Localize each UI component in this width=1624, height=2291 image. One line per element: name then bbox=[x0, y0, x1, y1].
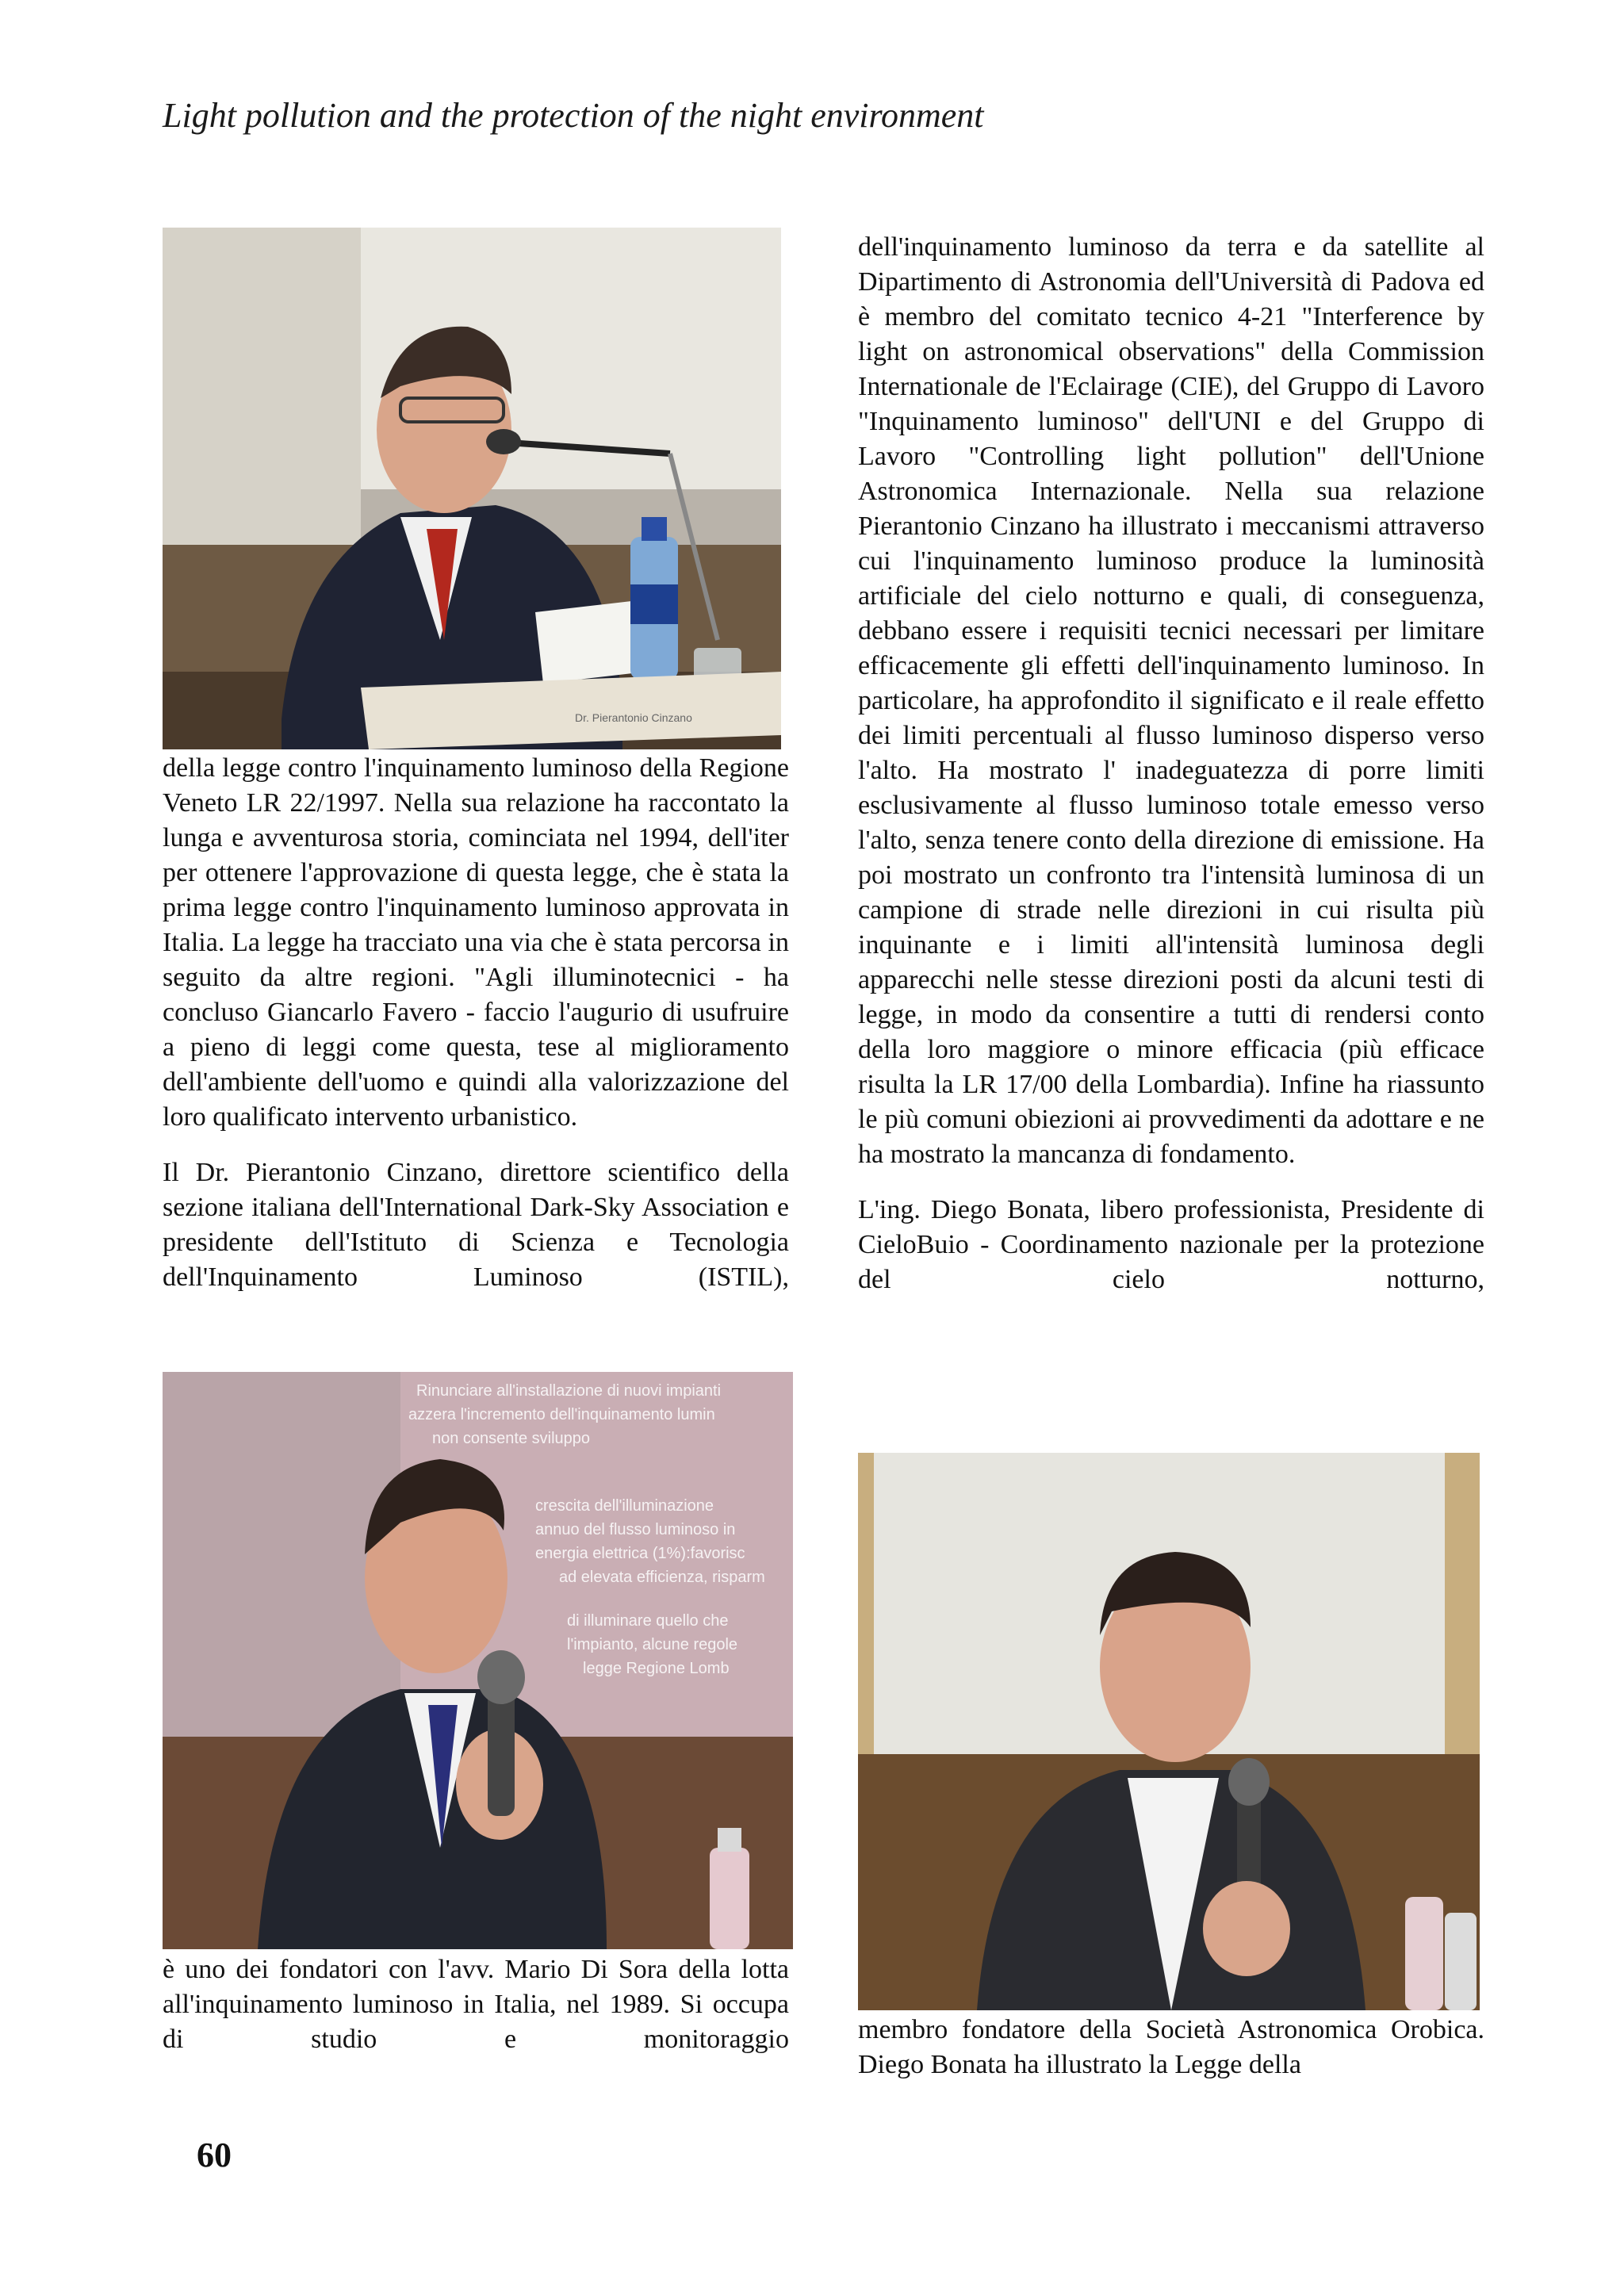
slide-line-6: energia elettrica (1%):favorisc bbox=[535, 1545, 745, 1562]
slide-line-7: ad elevata efficienza, risparm bbox=[559, 1569, 765, 1586]
left-column-bottom bbox=[163, 1952, 789, 2057]
left-paragraph-2: Il Dr. Pierantonio Cinzano, direttore scientifico della sezione italiana dell'International Dark-Sky Association e presidente dell'Istituto di Scienza e Tecnologia dell'Inquinamento Luminoso (ISTIL), bbox=[163, 1158, 789, 1292]
running-header: Light pollution and the protection of the night environment bbox=[163, 96, 984, 135]
right-paragraph-1: dell'inquinamento luminoso da terra e da satellite al Dipartimento di Astronomia dell'Università di Padova ed è membro del comitato tecnico 4-21 "Interference by light on astronomical observations" della Commission Internationale de l'Eclairage (CIE), del Gruppo di Lavoro "Inquinamento luminoso" dell'UNI e del Gruppo di Lavoro "Controlling light pollution" dell'Unione Astronomica Internazionale. Nella sua relazione Pierantonio Cinzano ha illustrato i meccanismi attraverso cui l'inquinamento luminoso produce la luminosità artificiale del cielo notturno e quali, di conseguenza, debbano essere i requisiti tecnici necessari per limitare efficacemente gli effetti dell'inquinamento luminoso. In particolare, ha approfondito il significato e il reale effetto dei limiti percentuali al flusso luminoso disperso verso l'alto. Ha mostrato l' inadeguatezza di porre limiti esclusivamente al flusso luminoso totale emesso verso l'alto, senza tenere conto della direzione di emissione. Ha poi mostrato un confronto tra l'intensità luminosa di un campione di strade nelle direzioni in cui risulta più inquinante e i limiti all'intensità luminosa degli apparecchi nelle stesse direzioni posti da alcuni testi di legge, in modo da consentire a tutti di rendersi conto della loro maggiore o minore efficacia (più efficace risulta la LR 17/00 della Lombardia). Infine ha riassunto le più comuni obiezioni ai provvedimenti da adottare e ne ha mostrato la mancanza di fondamento. bbox=[858, 232, 1484, 1169]
right-column-top bbox=[858, 230, 1484, 1297]
slide-line-1: Rinunciare all'installazione di nuovi impianti bbox=[416, 1382, 722, 1400]
slide-line-5: annuo del flusso luminoso in bbox=[535, 1521, 736, 1538]
slide-line-2: azzera l'incremento dell'inquinamento lumin bbox=[408, 1406, 715, 1423]
right-paragraph-3: membro fondatore della Società Astronomica Orobica. Diego Bonata ha illustrato la Legge della bbox=[858, 2015, 1484, 2079]
slide-line-3: non consente sviluppo bbox=[432, 1430, 591, 1447]
photo-speaker-with-microphone bbox=[163, 1372, 793, 1949]
left-paragraph-3: è uno dei fondatori con l'avv. Mario Di Sora della lotta all'inquinamento luminoso in Italia, nel 1989. Si occupa di studio e monitoraggio bbox=[163, 1955, 789, 2054]
right-column-bottom bbox=[858, 2013, 1484, 2082]
page-number: 60 bbox=[197, 2136, 232, 2174]
slide-line-4: crescita dell'illuminazione bbox=[535, 1497, 714, 1515]
photo-speaker-bonata bbox=[858, 1453, 1480, 2010]
right-paragraph-2: L'ing. Diego Bonata, libero professionista, Presidente di CieloBuio - Coordinamento nazionale per la protezione del cielo notturno, bbox=[858, 1195, 1484, 1294]
slide-line-10: legge Regione Lomb bbox=[583, 1660, 730, 1677]
slide-line-9: l'impianto, alcune regole bbox=[567, 1636, 738, 1653]
nameplate-text: Dr. Pierantonio Cinzano bbox=[575, 711, 692, 724]
left-column-top bbox=[163, 751, 789, 1295]
slide-line-8: di illuminare quello che bbox=[567, 1612, 729, 1630]
photo-speaker-at-table bbox=[163, 228, 781, 749]
left-paragraph-1: della legge contro l'inquinamento luminoso della Regione Veneto LR 22/1997. Nella sua relazione ha raccontato la lunga e avventurosa storia, cominciata nel 1994, dell'iter per ottenere l'approvazione di questa legge, che è stata la prima legge contro l'inquinamento luminoso approvata in Italia. La legge ha tracciato una via che è stata percorsa in seguito da altre regioni. "Agli illuminotecnici - ha concluso Giancarlo Favero - faccio l'augurio di usufruire a pieno di leggi come questa, tese al miglioramento dell'ambiente dell'uomo e quindi alla valorizzazione del loro qualificato intervento urbanistico. bbox=[163, 753, 789, 1132]
